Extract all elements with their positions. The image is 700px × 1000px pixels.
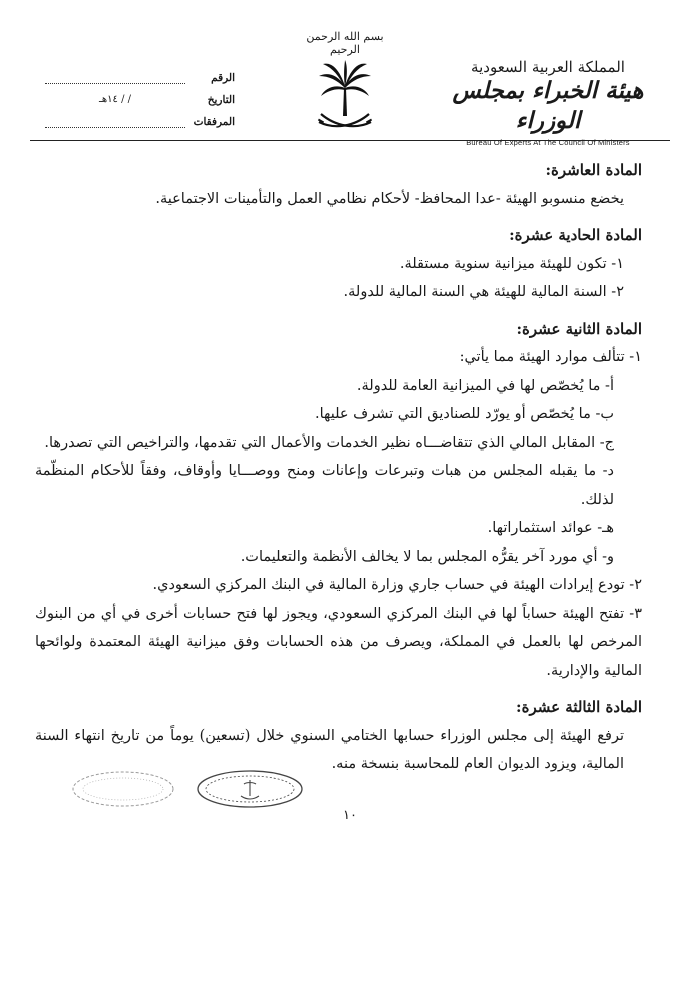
article-item: ١- تكون للهيئة ميزانية سنوية مستقلة. [399, 255, 624, 272]
article-subitem: هـ- عوائد استثماراتها. [487, 520, 614, 536]
article-12 [35, 315, 642, 686]
article-item: ٣- تفتح الهيئة حساباً لها في البنك المركزي السعودي، ويجوز لها فتح حسابات أخرى في أي من البنوك المرخص لها بالعمل في المملكة، ويصرف من هذه الحسابات وفق ميزانية الهيئة المعتمدة ولوائحها المالية والإدارية. [35, 605, 642, 679]
bureau-name-english: Bureau Of Experts At The Council Of Ministers [466, 138, 630, 147]
article-paragraph: يخضع منسوبو الهيئة -عدا المحافظ- لأحكام نظامي العمل والتأمينات الاجتماعية. [155, 190, 624, 207]
article-title: المادة الثالثة عشرة: [516, 698, 642, 716]
date-line [45, 96, 185, 106]
date-value: / / ١٤هـ [98, 94, 132, 105]
kingdom-name: المملكة العربية السعودية [471, 58, 625, 76]
article-subitem: أ- ما يُخصّص لها في الميزانية العامة للدولة. [356, 377, 614, 394]
article-item: ٢- تودع إيرادات الهيئة في حساب جاري وزارة المالية في البنك المركزي السعودي. [152, 577, 642, 593]
header-divider [30, 140, 670, 141]
reference-number-line [45, 73, 185, 84]
official-seal-stamp [195, 768, 305, 810]
article-11 [35, 221, 642, 307]
attachments-row [45, 106, 235, 128]
letterhead-organization [448, 58, 648, 147]
attachments-label: المرفقات [193, 116, 235, 128]
palm-swords-emblem-icon [315, 58, 375, 136]
reference-number-row [45, 62, 235, 84]
article-10 [35, 156, 642, 213]
page-number: ١٠ [343, 808, 357, 823]
article-item: ٢- السنة المالية للهيئة هي السنة المالية للدولة. [343, 284, 624, 300]
letterhead-emblem [290, 30, 400, 136]
secondary-seal-stamp [68, 768, 178, 810]
article-subitem: د- ما يقبله المجلس من هبات وتبرعات وإعانات ومنح ووصـــايا وأوقاف، وفقاً للأحكام المنظّمة لذلك. [35, 463, 614, 508]
article-subitem: ج- المقابل المالي الذي تتقاضـــاه نظير الخدمات والأعمال التي تقدمها، والتراخيص التي تصدرها. [44, 434, 614, 451]
document-body [35, 150, 642, 779]
article-13 [35, 693, 642, 779]
basmala: بسم الله الرحمن الرحيم [306, 30, 384, 56]
reference-number-label: الرقم [211, 72, 235, 84]
date-row [45, 84, 235, 106]
letterhead-reference-fields [45, 62, 235, 128]
article-title: المادة الحادية عشرة: [509, 226, 642, 244]
article-title: المادة العاشرة: [545, 161, 642, 179]
article-subitem: ب- ما يُخصّص أو يورّد للصناديق التي تشرف عليها. [315, 406, 614, 422]
bureau-name-arabic: هيئة الخبراء بمجلس الوزراء [452, 77, 644, 134]
attachments-line [45, 117, 185, 128]
article-title: المادة الثانية عشرة: [516, 319, 642, 338]
article-paragraph: ترفع الهيئة إلى مجلس الوزراء حسابها الختامي السنوي خلال (تسعين) يوماً من تاريخ انتهاء السنة المالية، ويزود الديوان العام للمحاسبة بنسخة منه. [35, 727, 624, 772]
article-item: ١- تتألف موارد الهيئة مما يأتي: [459, 349, 642, 365]
article-subitem: و- أي مورد آخر يقرُّه المجلس بما لا يخالف الأنظمة والتعليمات. [240, 548, 614, 565]
date-label: التاريخ [207, 94, 235, 106]
